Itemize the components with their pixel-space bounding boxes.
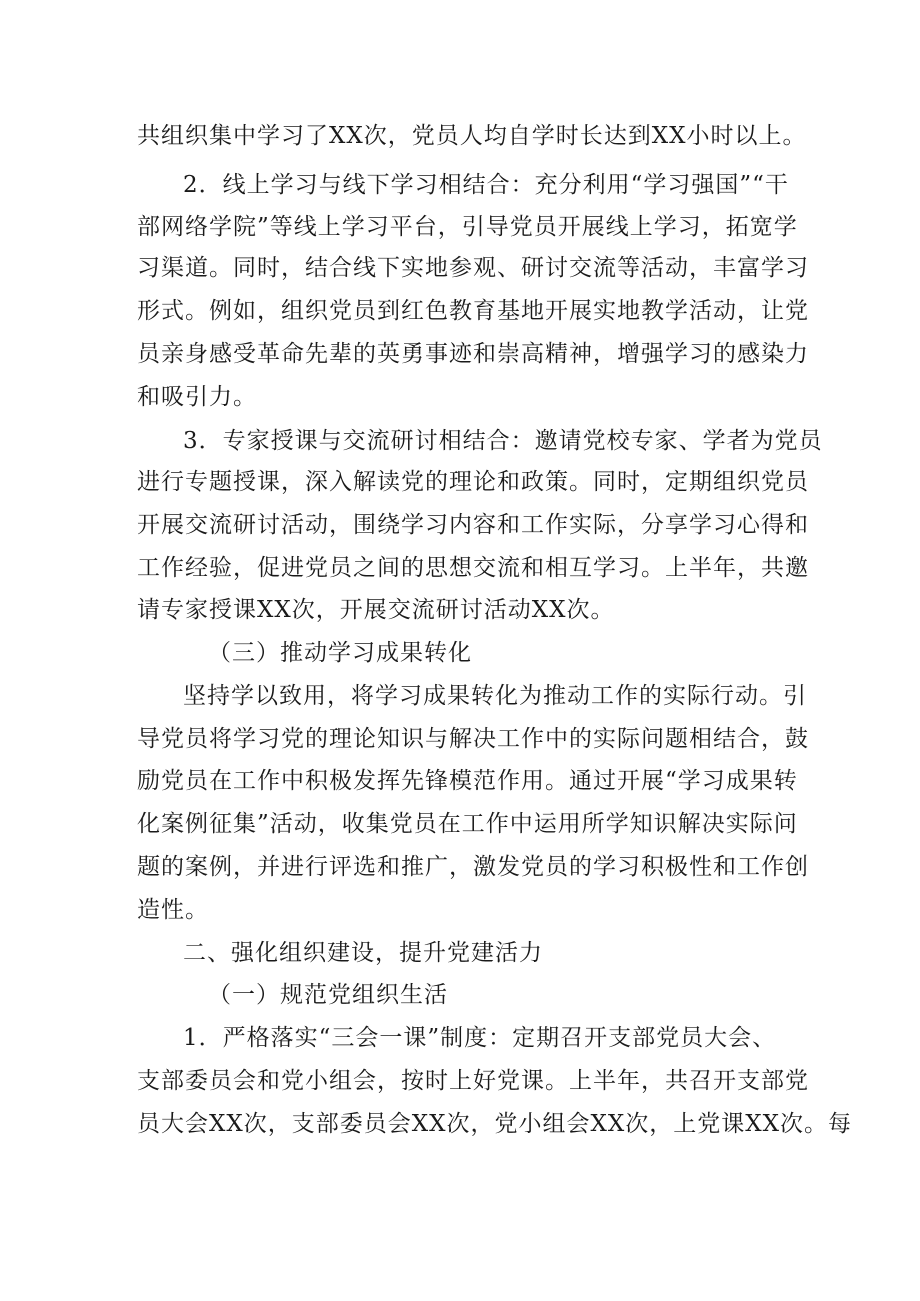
text-line: 开展交流研讨活动，围绕学习内容和工作实际，分享学习心得和: [137, 512, 809, 538]
text-line: 支部委员会和党小组会，按时上好党课。上半年，共召开支部党: [137, 1068, 809, 1094]
text-line: 和吸引力。: [137, 384, 257, 410]
text-line: 2．线上学习与线下学习相结合：充分利用“学习强国”“干: [183, 172, 789, 198]
text-line: 化案例征集”活动，收集党员在工作中运用所学知识解决实际问: [137, 811, 798, 837]
text-line: 员大会XX次，支部委员会XX次，党小组会XX次，上党课XX次。每: [137, 1111, 852, 1137]
text-line: 3．专家授课与交流研讨相结合：邀请党校专家、学者为党员: [183, 428, 823, 454]
text-line: 励党员在工作中积极发挥先锋模范作用。通过开展“学习成果转: [137, 768, 798, 794]
text-line: 导党员将学习党的理论知识与解决工作中的实际问题相结合，鼓: [137, 726, 809, 752]
subsection-heading: （三）推动学习成果转化: [208, 640, 472, 666]
section-heading: 二、强化组织建设，提升党建活力: [183, 940, 543, 966]
text-line: 题的案例，并进行评选和推广，激发党员的学习积极性和工作创: [137, 854, 809, 880]
text-line: 部网络学院”等线上学习平台，引导党员开展线上学习，拓宽学: [137, 214, 798, 240]
subsection-heading: （一）规范党组织生活: [208, 982, 448, 1008]
text-line: 共组织集中学习了XX次，党员人均自学时长达到XX小时以上。: [137, 123, 807, 149]
text-line: 员亲身感受革命先辈的英勇事迹和崇高精神，增强学习的感染力: [137, 341, 809, 367]
text-line: 造性。: [137, 897, 209, 923]
text-line: 1．严格落实“三会一课”制度：定期召开支部党员大会、: [183, 1025, 777, 1051]
text-line: 坚持学以致用，将学习成果转化为推动工作的实际行动。引: [183, 683, 807, 709]
text-line: 习渠道。同时，结合线下实地参观、研讨交流等活动，丰富学习: [137, 255, 809, 281]
text-line: 进行专题授课，深入解读党的理论和政策。同时，定期组织党员: [137, 469, 809, 495]
text-line: 请专家授课XX次，开展交流研讨活动XX次。: [137, 597, 615, 623]
text-line: 形式。例如，组织党员到红色教育基地开展实地教学活动，让党: [137, 298, 809, 324]
text-line: 工作经验，促进党员之间的思想交流和相互学习。上半年，共邀: [137, 555, 809, 581]
